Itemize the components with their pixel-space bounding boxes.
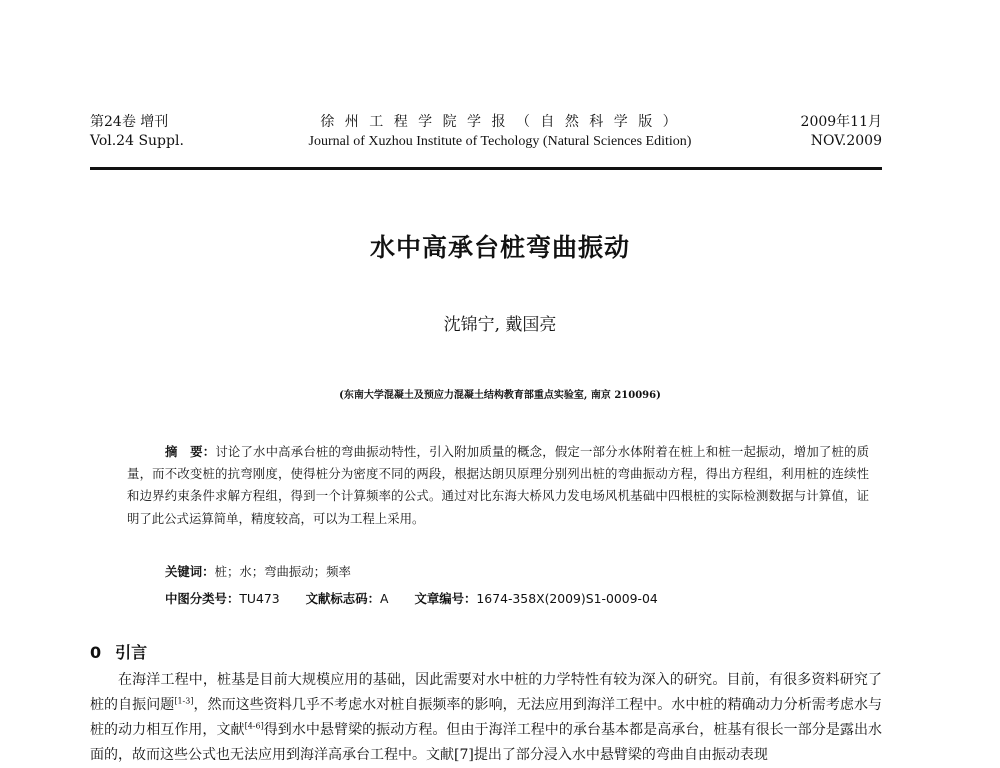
citation-ref-1: [1-3] <box>174 696 194 706</box>
journal-cn: 徐 州 工 程 学 院 学 报 （ 自 然 科 学 版 ） <box>320 114 680 130</box>
paper-authors: 沈锦宁, 戴国亮 <box>443 315 557 335</box>
clc-value: TU473 <box>239 591 280 606</box>
volume-cn: 第24卷 增刊 <box>90 114 169 130</box>
clc-label: 中图分类号： <box>165 591 240 606</box>
header-volume <box>90 113 250 151</box>
date-en: NOV.2009 <box>810 133 882 149</box>
body-text-a: 在海洋工程中，桩基是目前大规模应用的基础，因此需要对水中桩的力学特性有较为深入的研究。目前，有很多资料研究了桩的自振问题 <box>90 672 882 713</box>
date-cn: 2009年11月 <box>800 114 882 130</box>
section-heading <box>90 640 147 663</box>
body-paragraph <box>90 668 882 768</box>
keywords-text: 桩；水；弯曲振动；频率 <box>214 564 351 579</box>
doc-code-label: 文献标志码： <box>305 591 380 606</box>
article-number-value: 1674-358X(2009)S1-0009-04 <box>476 591 658 606</box>
journal-en: Journal of Xuzhou Institute of Techology (Natural Sciences Edition) <box>308 134 692 149</box>
body-text-c: 得到水中悬臂梁的振动方程。但由于海洋工程中的承台基本都是高承台，桩基有很长一部分是露出水面的，故而这些公式也无法应用到海洋高承台工程中。文献[7]提出了部分浸入水中悬臂梁的弯曲自由振动表现 <box>90 722 883 763</box>
body-text-b: ，然而这些资料几乎不考虑水对桩自振频率的影响，无法应用到海洋工程中。水中桩的精确动力分析需考虑水与桩的动力相互作用，文献 <box>90 697 883 738</box>
classification-line <box>165 590 885 608</box>
citation-ref-2: [4-6] <box>244 721 264 731</box>
paper-title: 水中高承台桩弯曲振动 <box>369 233 630 262</box>
article-number-label: 文章编号： <box>414 591 477 606</box>
section-title: 引言 <box>115 643 148 662</box>
keywords-label: 关键词： <box>165 564 215 579</box>
doc-code-value: A <box>379 591 389 606</box>
header-rule <box>90 167 882 170</box>
header-journal <box>250 113 750 151</box>
section-number: 0 <box>90 643 102 662</box>
abstract-label: 摘 要： <box>165 444 216 459</box>
abstract-text: 讨论了水中高承台桩的弯曲振动特性，引入附加质量的概念，假定一部分水体附着在桩上和桩一起振动，增加了桩的质量，而不改变桩的抗弯刚度，使得桩分为密度不同的两段，根据达朗贝原理分别列出桩的弯曲振动方程，得出方程组，利用桩的连续性和边界约束条件求解方程组，得到一个计算频率的公式。通过对比东海大桥风力发电场风机基础中四根桩的实际检测数据与计算值，证明了此公式运算简单，精度较高，可以为工程上采用。 <box>127 444 870 526</box>
abstract <box>127 441 869 530</box>
volume-en: Vol.24 Suppl. <box>90 133 184 149</box>
header-date <box>722 113 882 151</box>
paper-affiliation: (东南大学混凝土及预应力混凝土结构教育部重点实验室, 南京 210096) <box>339 390 661 401</box>
keywords <box>165 563 351 581</box>
